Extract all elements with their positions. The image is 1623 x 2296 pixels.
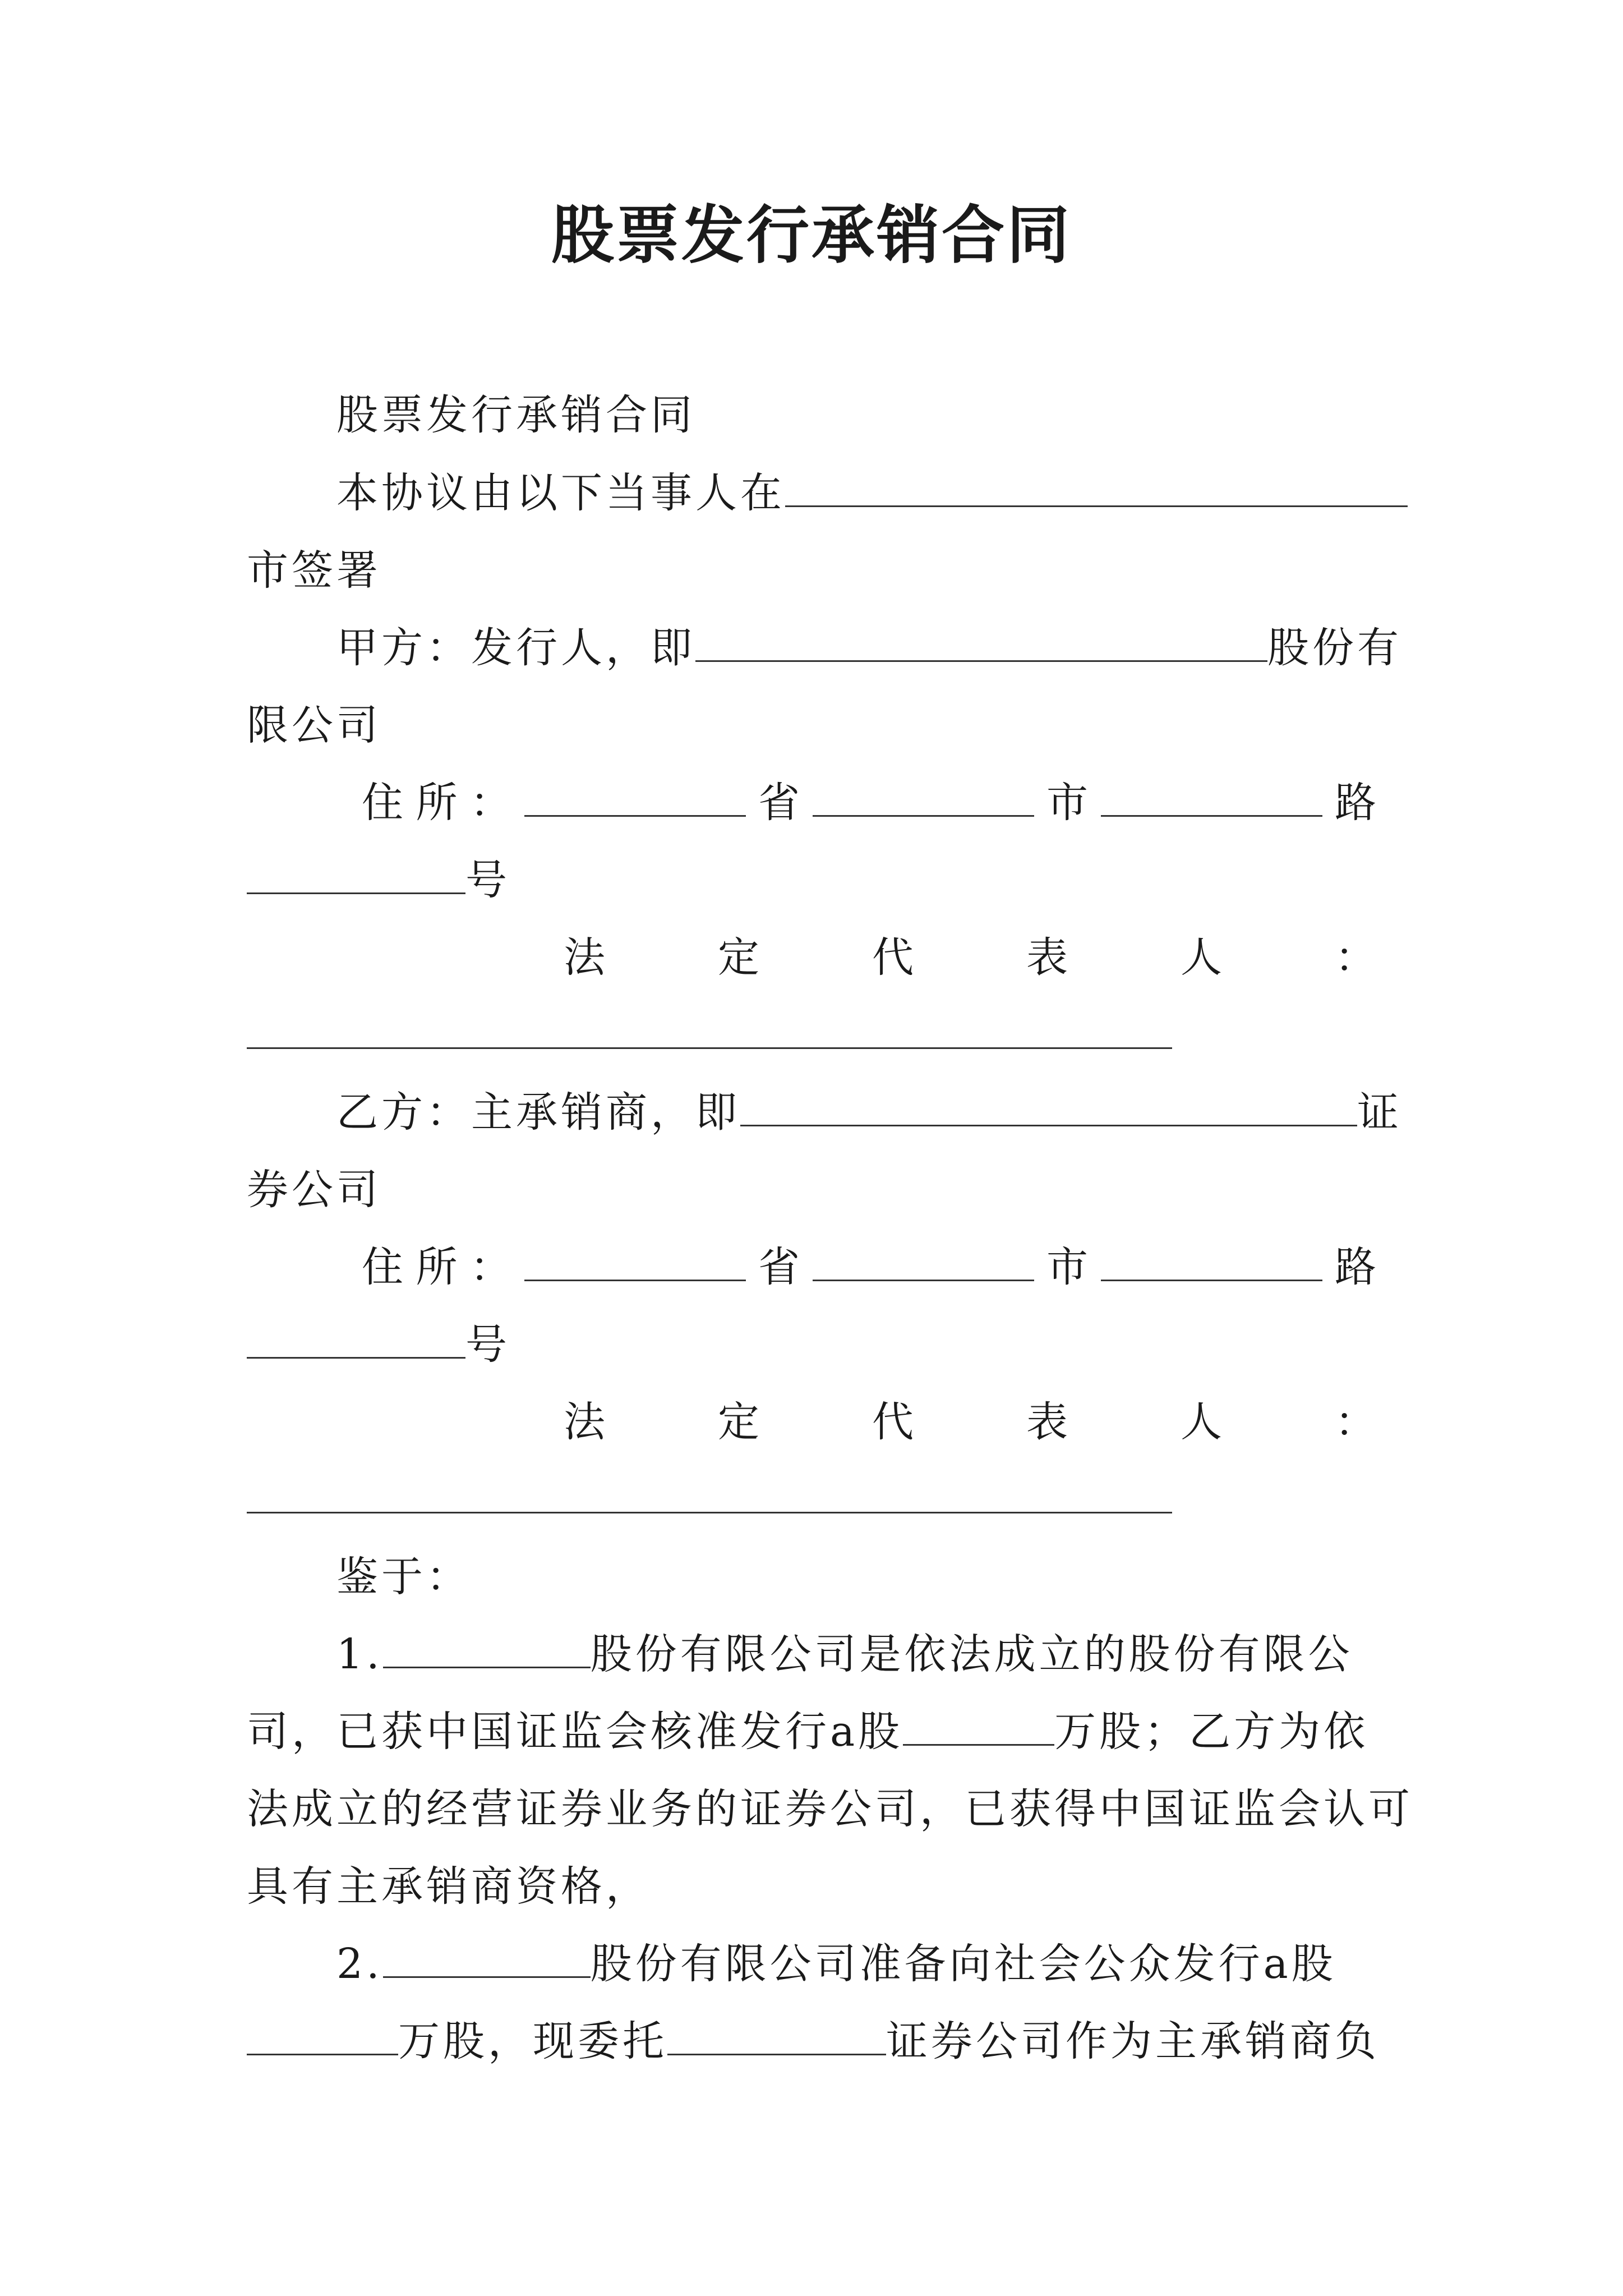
- address-char: 所: [416, 1243, 458, 1291]
- item-2-text: 证券公司作为主承销商负: [886, 2017, 1380, 2065]
- rep-char: 表: [1026, 933, 1068, 982]
- party-b-rep-blank[interactable]: [247, 1474, 1172, 1513]
- signing-place-blank[interactable]: [785, 467, 1408, 507]
- intro-text: 本协议由以下当事人在: [336, 469, 785, 517]
- rep-char: 表: [1026, 1398, 1068, 1446]
- party-b-rep-line-2: [247, 1461, 1376, 1538]
- party-b-label: 乙方：主承销商，即: [336, 1088, 740, 1137]
- party-b-line-2: [247, 1151, 1376, 1228]
- party-b-suffix: 证: [1357, 1088, 1402, 1137]
- party-b-suffix-2: 券公司: [247, 1166, 381, 1214]
- party-b-name-blank[interactable]: [740, 1087, 1357, 1126]
- rep-char: 人: [1181, 933, 1222, 982]
- rep-char: 代: [872, 1398, 914, 1446]
- number-blank[interactable]: [247, 1319, 465, 1359]
- number-blank[interactable]: [247, 854, 465, 894]
- city-label: 市: [1046, 779, 1088, 827]
- issuer-name-blank[interactable]: [383, 1628, 591, 1668]
- province-blank[interactable]: [524, 1241, 746, 1281]
- item-2-line-1: [247, 1925, 1376, 2003]
- item-1-number: 1.: [336, 1630, 383, 1678]
- rep-char: 法: [564, 1398, 605, 1446]
- item-1-line-2: [247, 1693, 1376, 1770]
- item-1-text: 具有主承销商资格，: [247, 1862, 651, 1911]
- city-blank[interactable]: [813, 1241, 1034, 1281]
- issuer-name-blank[interactable]: [383, 1938, 591, 1978]
- road-blank[interactable]: [1101, 777, 1322, 817]
- item-1-text: 万股；乙方为依: [1054, 1708, 1369, 1756]
- address-char: 住: [362, 1243, 403, 1291]
- underwriter-name-blank[interactable]: [667, 2016, 886, 2055]
- address-char: 所: [416, 779, 458, 827]
- whereas-line: [247, 1538, 1376, 1616]
- road-label: 路: [1335, 1243, 1376, 1291]
- province-label: 省: [758, 1243, 800, 1291]
- road-label: 路: [1335, 779, 1376, 827]
- party-b-address-line: [247, 1228, 1376, 1306]
- road-blank[interactable]: [1101, 1241, 1322, 1281]
- rep-char: 法: [564, 933, 605, 982]
- address-char: ：: [470, 1243, 511, 1291]
- intro-text-2: 市签署: [247, 546, 381, 595]
- item-1-line-3: [247, 1770, 1413, 1848]
- party-a-suffix: 股份有: [1267, 624, 1402, 672]
- intro-line: [247, 454, 1376, 532]
- number-label: 号: [465, 1320, 510, 1369]
- party-a-rep-blank[interactable]: [247, 1009, 1172, 1049]
- party-a-line: [247, 609, 1402, 687]
- rep-char: 人: [1181, 1398, 1222, 1446]
- item-1-line-4: [247, 1848, 1376, 1925]
- item-2-line-2: [247, 2003, 1380, 2080]
- party-a-rep-line-2: [247, 996, 1376, 1074]
- rep-char: ：: [1335, 933, 1376, 982]
- item-1-text: 股份有限公司是依法成立的股份有限公: [590, 1630, 1353, 1678]
- subtitle-text: 股票发行承销合同: [336, 391, 695, 439]
- party-a-label: 甲方：发行人，即: [336, 624, 695, 672]
- intro-line-2: [247, 532, 1376, 609]
- rep-char: 定: [718, 933, 759, 982]
- rep-char: 定: [718, 1398, 759, 1446]
- item-1-text: 法成立的经营证券业务的证券公司，已获得中国证监会认可: [247, 1785, 1413, 1833]
- shares-amount-blank[interactable]: [247, 2016, 398, 2055]
- document-title: 股票发行承销合同: [551, 199, 1072, 272]
- party-a-address-line: [247, 764, 1376, 841]
- party-a-address-line-2: [247, 841, 1376, 919]
- rep-char: ：: [1335, 1398, 1376, 1446]
- party-a-line-2: [247, 687, 1376, 764]
- province-blank[interactable]: [524, 777, 746, 817]
- party-b-address-line-2: [247, 1306, 1376, 1383]
- shares-amount-blank[interactable]: [903, 1706, 1054, 1746]
- party-b-rep-line: [247, 1383, 1376, 1461]
- party-b-line: [247, 1074, 1402, 1151]
- province-label: 省: [758, 779, 800, 827]
- city-label: 市: [1046, 1243, 1088, 1291]
- party-a-suffix-2: 限公司: [247, 701, 381, 749]
- item-2-text: 股份有限公司准备向社会公众发行a股: [590, 1940, 1336, 1988]
- address-char: ：: [470, 779, 511, 827]
- whereas-text: 鉴于：: [336, 1553, 471, 1601]
- number-label: 号: [465, 856, 510, 904]
- item-2-number: 2.: [336, 1940, 383, 1988]
- city-blank[interactable]: [813, 777, 1034, 817]
- subtitle: [247, 376, 1376, 454]
- party-a-rep-line: [247, 919, 1376, 996]
- party-a-name-blank[interactable]: [695, 622, 1267, 662]
- item-1-line-1: [247, 1616, 1376, 1693]
- rep-char: 代: [872, 933, 914, 982]
- item-2-text: 万股，现委托: [398, 2017, 667, 2065]
- address-char: 住: [362, 779, 403, 827]
- item-1-text: 司，已获中国证监会核准发行a股: [247, 1708, 903, 1756]
